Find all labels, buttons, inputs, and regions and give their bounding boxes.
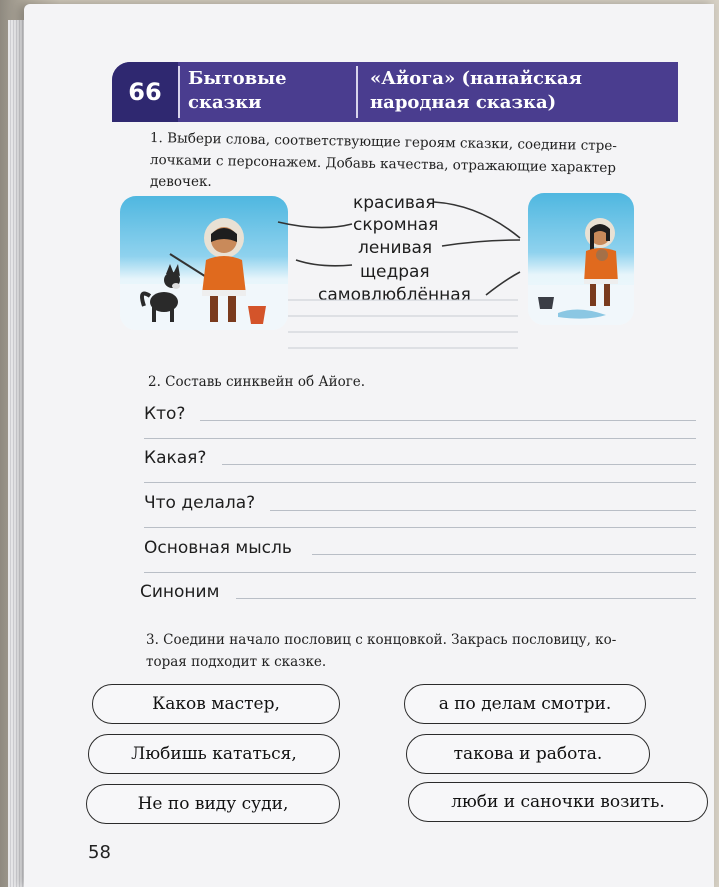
task1-text-line3: девочек. [150,174,212,190]
task3-text-line1: 3. Соедини начало пословиц с концовкой. Закрась пословицу, ко- [146,632,617,648]
task3-text-line2: торая подходит к сказке. [146,654,327,670]
cinquain-label-which: Какая? [144,448,207,468]
trait-word[interactable]: ленивая [358,238,433,258]
section-title-line2: сказки [188,92,262,113]
answer-line[interactable] [200,420,696,421]
answer-line[interactable] [144,572,696,573]
proverb-end[interactable]: люби и саночки возить. [408,782,708,822]
answer-line[interactable] [222,464,696,465]
trait-word[interactable]: самовлюблённая [318,285,471,305]
proverb-end[interactable]: а по делам смотри. [404,684,646,724]
answer-line[interactable] [144,527,696,528]
proverb-start[interactable]: Любишь кататься, [88,734,340,774]
answer-line[interactable] [236,598,696,599]
proverb-start[interactable]: Не по виду суди, [86,784,340,824]
cinquain-label-who: Кто? [144,404,186,424]
cinquain-label-did: Что делала? [144,493,256,513]
cinquain-label-main-idea: Основная мысль [144,538,292,558]
illustration-aioga [528,193,634,325]
trait-word[interactable]: красивая [353,193,436,213]
answer-line[interactable] [144,438,696,439]
story-title-line1: «Айога» (нанайская [370,68,582,89]
task1-text-line2: лочками с персонажем. Добавь качества, отражающие характер [149,152,617,177]
section-title-line1: Бытовые [188,68,287,89]
lesson-number: 66 [112,62,178,122]
story-title-line2: народная сказка) [370,92,557,113]
trait-word[interactable]: щедрая [360,262,430,282]
task1-text-line1: 1. Выбери слова, соответствующие героям сказки, соедини стре- [149,130,618,155]
task2-title: 2. Составь синквейн об Айоге. [148,374,366,390]
trait-word[interactable]: скромная [353,215,439,235]
answer-line[interactable] [270,510,696,511]
cinquain-label-synonym: Синоним [140,582,220,602]
proverb-start[interactable]: Каков мастер, [92,684,340,724]
proverb-end[interactable]: такова и работа. [406,734,650,774]
answer-line[interactable] [144,482,696,483]
answer-line[interactable] [312,554,696,555]
page-number: 58 [88,842,111,863]
